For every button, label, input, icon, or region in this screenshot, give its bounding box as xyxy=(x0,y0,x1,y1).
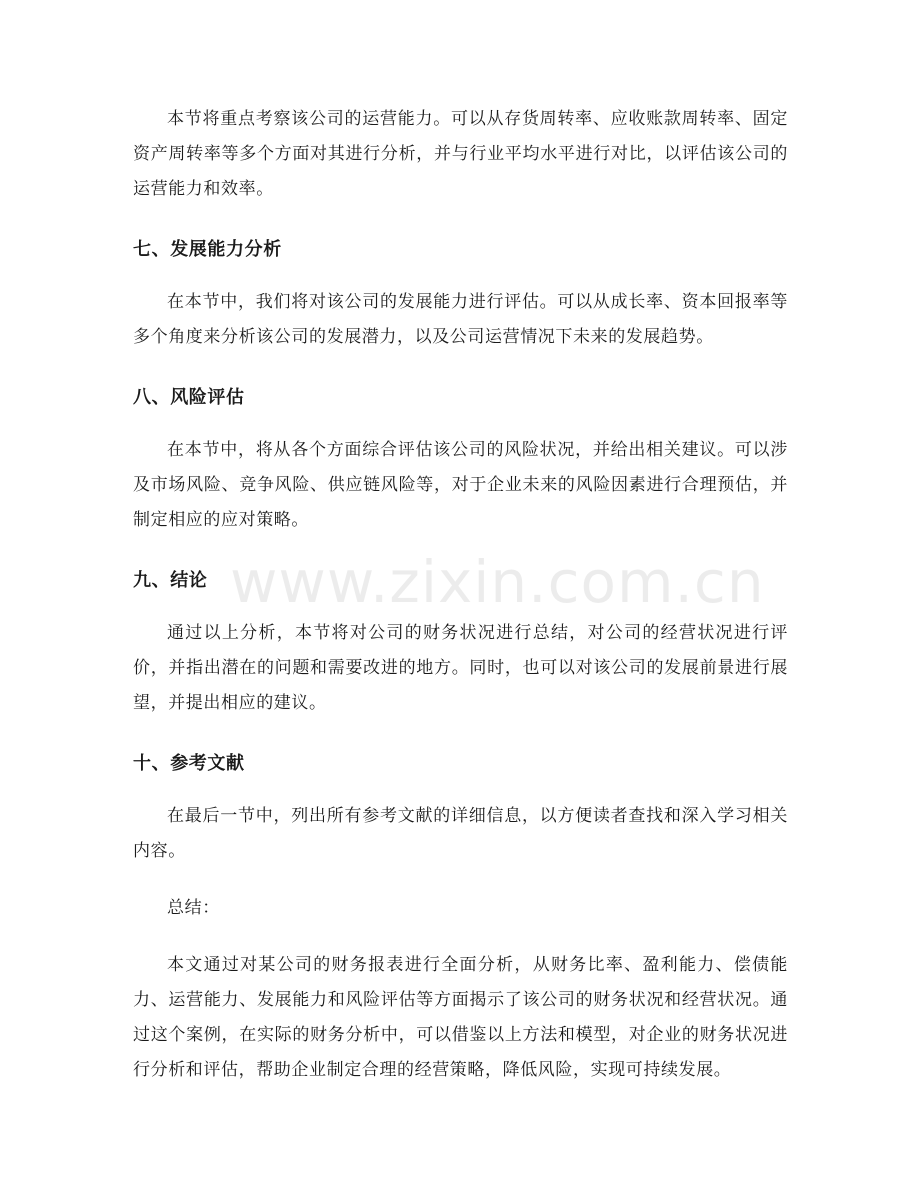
paragraph-operating-capability: 本节将重点考察该公司的运营能力。可以从存货周转率、应收账款周转率、固定资产周转率等多个方面对其进行分析，并与行业平均水平进行对比，以评估该公司的运营能力和效率。 xyxy=(133,109,788,199)
paragraph-risk-assessment: 在本节中，将从各个方面综合评估该公司的风险状况，并给出相关建议。可以涉及市场风险、竞争风险、供应链风险等，对于企业未来的风险因素进行合理预估，并制定相应的应对策略。 xyxy=(133,440,788,530)
heading-risk-assessment: 八、风险评估 xyxy=(133,387,245,408)
heading-conclusion: 九、结论 xyxy=(133,570,208,591)
heading-development-capability: 七、发展能力分析 xyxy=(133,239,282,260)
watermark: www.zixin.com.cn xyxy=(230,548,765,616)
summary-label: 总结： xyxy=(167,898,220,918)
paragraph-references: 在最后一节中，列出所有参考文献的详细信息，以方便读者查找和深入学习相关内容。 xyxy=(133,806,788,861)
paragraph-summary: 本文通过对某公司的财务报表进行全面分析，从财务比率、盈利能力、偿债能力、运营能力、发展能力和风险评估等方面揭示了该公司的财务状况和经营状况。通过这个案例，在实际的财务分析中，可以借鉴以上方法和模型，对企业的财务状况进行分析和评估，帮助企业制定合理的经营策略，降低风险，实现可持续发展。 xyxy=(133,955,788,1080)
paragraph-development-capability: 在本节中，我们将对该公司的发展能力进行评估。可以从成长率、资本回报率等多个角度来分析该公司的发展潜力，以及公司运营情况下未来的发展趋势。 xyxy=(133,292,788,347)
paragraph-conclusion: 通过以上分析，本节将对公司的财务状况进行总结，对公司的经营状况进行评价，并指出潜在的问题和需要改进的地方。同时，也可以对该公司的发展前景进行展望，并提出相应的建议。 xyxy=(133,623,788,713)
heading-references: 十、参考文献 xyxy=(133,753,245,774)
